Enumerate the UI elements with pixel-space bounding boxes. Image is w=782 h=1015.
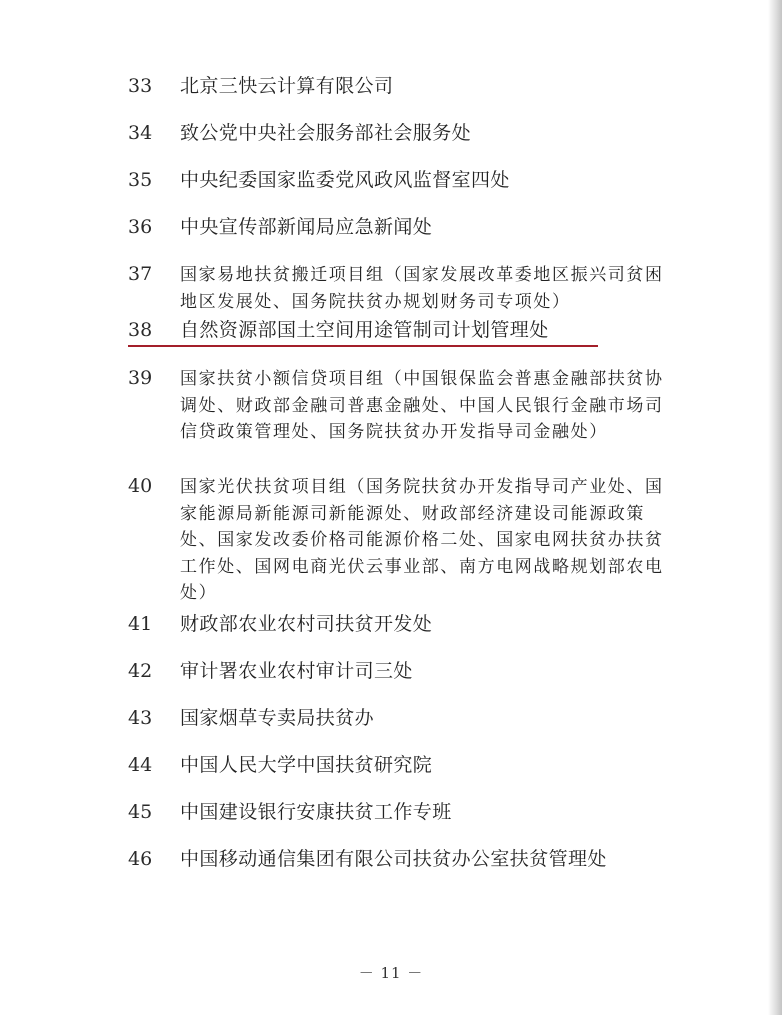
item-text: 中央宣传部新闻局应急新闻处 [180, 216, 433, 238]
page-number: － 11 － [358, 964, 424, 982]
item-text: 国家光伏扶贫项目组（国务院扶贫办开发指导司产业处、国家能源局新能源司新能源处、财政部经济建设司能源政策处、国家发改委价格司能源价格二处、国家电网扶贫办扶贫工作处、国网电商光伏云事业部、南方电网战略规划部农电处） [180, 477, 664, 603]
item-number: 35 [128, 169, 153, 191]
item-number: 42 [128, 660, 153, 682]
item-text: 中央纪委国家监委党风政风监督室四处 [180, 169, 510, 191]
item-number: 44 [128, 754, 153, 776]
item-number: 45 [128, 801, 153, 823]
item-text: 致公党中央社会服务部社会服务处 [180, 122, 472, 144]
item-number: 38 [128, 319, 153, 341]
item-text: 北京三快云计算有限公司 [180, 75, 394, 97]
item-number: 39 [128, 367, 153, 389]
item-number: 37 [128, 263, 153, 285]
item-number: 33 [128, 75, 153, 97]
highlight-underline [128, 345, 598, 347]
item-text: 中国移动通信集团有限公司扶贫办公室扶贫管理处 [180, 848, 607, 870]
item-number: 36 [128, 216, 153, 238]
item-number: 40 [128, 475, 153, 497]
item-text: 国家易地扶贫搬迁项目组（国家发展改革委地区振兴司贫困地区发展处、国务院扶贫办规划财务司专项处） [180, 265, 664, 312]
item-text: 国家扶贫小额信贷项目组（中国银保监会普惠金融部扶贫协调处、财政部金融司普惠金融处、中国人民银行金融市场司信贷政策管理处、国务院扶贫办开发指导司金融处） [180, 369, 664, 442]
item-text: 国家烟草专卖局扶贫办 [180, 707, 375, 729]
item-text: 中国人民大学中国扶贫研究院 [180, 754, 433, 776]
item-text: 审计署农业农村审计司三处 [180, 660, 413, 682]
item-text: 中国建设银行安康扶贫工作专班 [180, 801, 452, 823]
item-number: 46 [128, 848, 153, 870]
item-number: 34 [128, 122, 153, 144]
item-number: 43 [128, 707, 153, 729]
item-text: 财政部农业农村司扶贫开发处 [180, 613, 433, 635]
page-edge-shadow [768, 0, 782, 1015]
item-text: 自然资源部国土空间用途管制司计划管理处 [180, 319, 549, 341]
item-number: 41 [128, 613, 153, 635]
